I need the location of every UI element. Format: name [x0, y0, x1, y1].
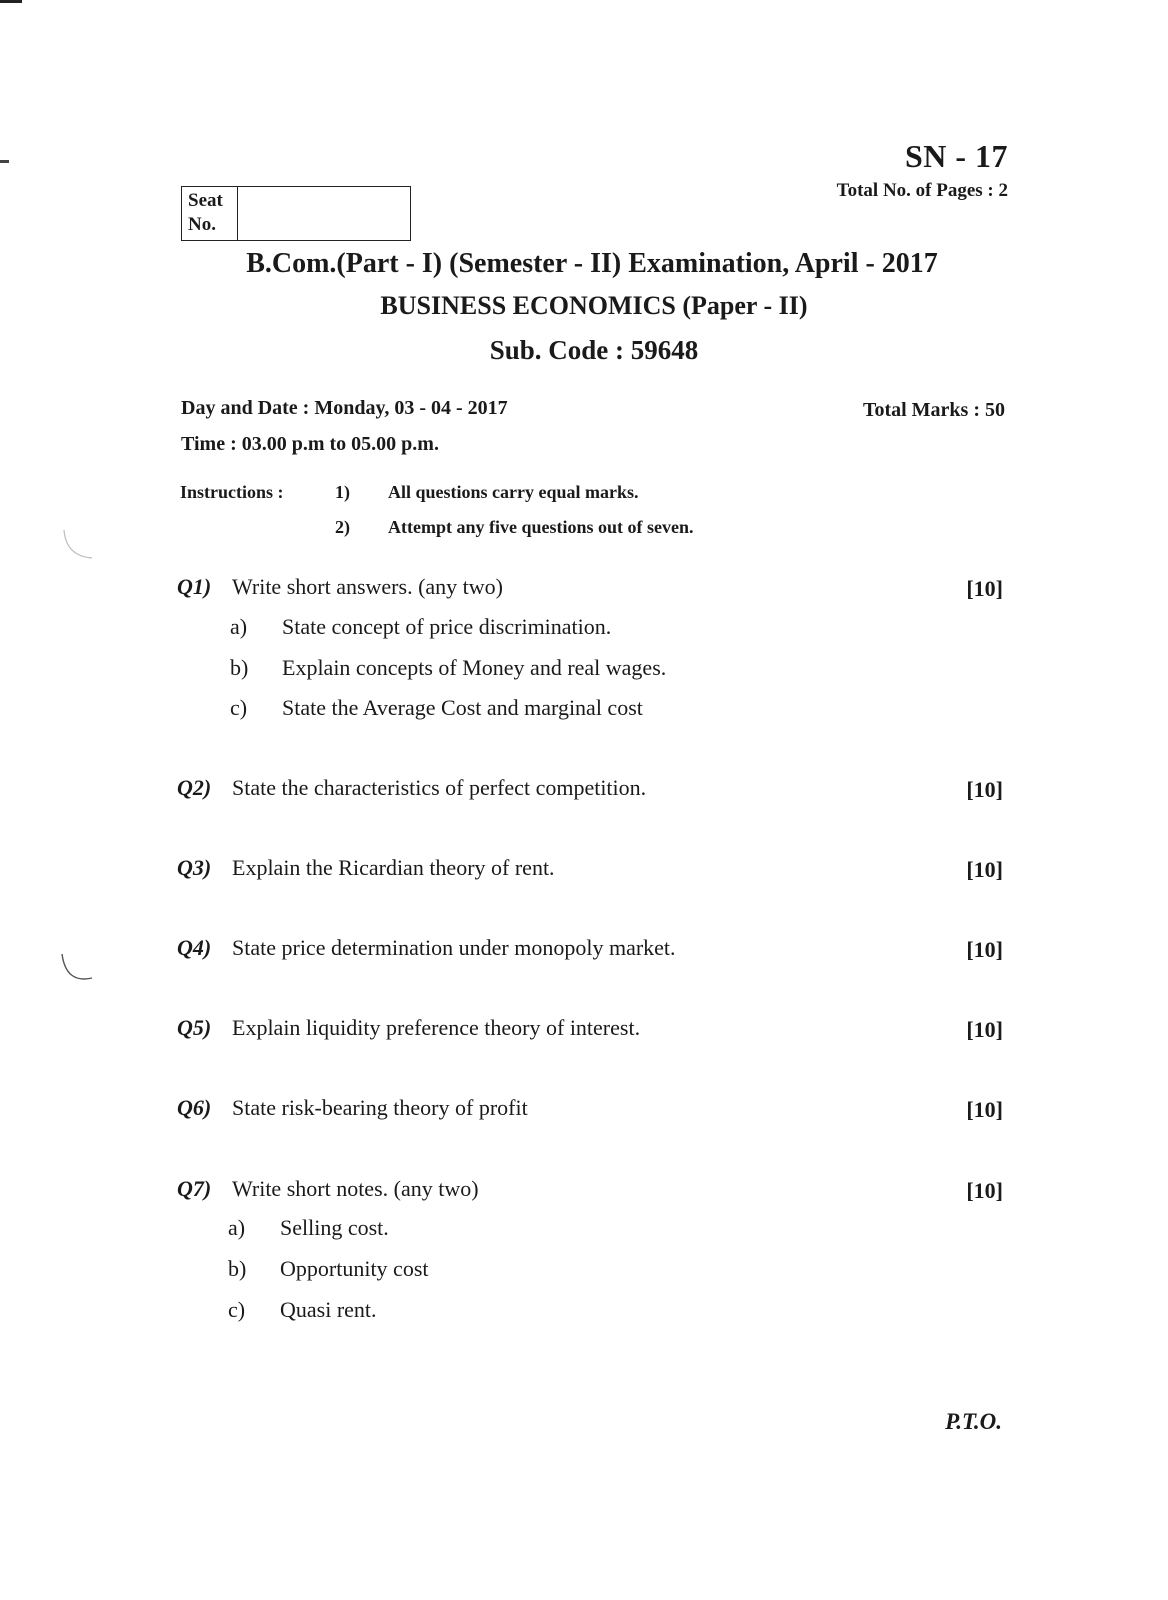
seat-number-box — [181, 186, 411, 241]
sub-question-text: Quasi rent. — [280, 1297, 377, 1322]
question-number: Q5) — [177, 1015, 212, 1040]
question-marks: [10] — [966, 777, 1003, 802]
exam-title: B.Com.(Part - I) (Semester - II) Examination, April - 2017 — [246, 248, 938, 279]
question-marks: [10] — [966, 1178, 1003, 1203]
question-marks: [10] — [966, 1097, 1003, 1122]
hole-punch-mark — [58, 952, 98, 992]
instructions-label: Instructions : — [180, 482, 284, 502]
question-text: State price determination under monopoly market. — [232, 935, 676, 960]
please-turn-over: P.T.O. — [945, 1409, 1002, 1434]
question-number: Q3) — [177, 855, 212, 880]
subject-title: BUSINESS ECONOMICS (Paper - II) — [380, 291, 808, 320]
question-text: Write short notes. (any two) — [232, 1176, 479, 1201]
instruction-text: All questions carry equal marks. — [388, 482, 639, 502]
sub-question-text: State concept of price discrimination. — [282, 614, 612, 639]
seat-label — [182, 187, 238, 240]
day-and-date: Day and Date : Monday, 03 - 04 - 2017 — [181, 397, 508, 419]
question-number: Q4) — [177, 935, 212, 960]
subject-code: Sub. Code : 59648 — [489, 335, 699, 365]
question-number: Q6) — [177, 1095, 212, 1120]
sub-question-letter: b) — [228, 1256, 247, 1281]
sub-question-text: State the Average Cost and marginal cost — [282, 695, 643, 720]
total-pages: Total No. of Pages : 2 — [836, 180, 1008, 201]
instruction-number: 1) — [335, 482, 350, 502]
instruction-text: Attempt any five questions out of seven. — [388, 517, 694, 537]
question-marks: [10] — [966, 857, 1003, 882]
sub-question-letter: a) — [230, 614, 248, 639]
question-text: State risk-bearing theory of profit — [232, 1095, 528, 1120]
hole-punch-mark — [60, 528, 100, 562]
question-text: Write short answers. (any two) — [232, 574, 503, 599]
question-text: Explain liquidity preference theory of interest. — [232, 1015, 641, 1040]
sub-question-letter: a) — [228, 1215, 246, 1240]
seat-label-line1: Seat — [188, 190, 223, 211]
paper-code: SN - 17 — [904, 138, 1008, 174]
sub-question-letter: c) — [228, 1297, 246, 1322]
sub-question-letter: b) — [230, 655, 249, 680]
scan-mark — [0, 160, 9, 163]
instruction-number: 2) — [335, 517, 350, 537]
seat-label-line2: No. — [188, 214, 216, 235]
seat-number-field — [238, 187, 410, 240]
sub-question-text: Explain concepts of Money and real wages. — [282, 655, 667, 680]
scan-mark — [0, 0, 22, 3]
question-marks: [10] — [966, 1017, 1003, 1042]
sub-question-letter: c) — [230, 695, 248, 720]
sub-question-text: Opportunity cost — [280, 1256, 429, 1281]
question-marks: [10] — [966, 937, 1003, 962]
question-number: Q2) — [177, 775, 212, 800]
question-number: Q1) — [177, 574, 212, 599]
question-number: Q7) — [177, 1176, 212, 1201]
sub-question-text: Selling cost. — [280, 1215, 389, 1240]
total-marks: Total Marks : 50 — [862, 399, 1005, 421]
question-text: State the characteristics of perfect competition. — [232, 775, 647, 800]
exam-time: Time : 03.00 p.m to 05.00 p.m. — [181, 433, 439, 455]
question-text: Explain the Ricardian theory of rent. — [232, 855, 555, 880]
question-marks: [10] — [966, 576, 1003, 601]
